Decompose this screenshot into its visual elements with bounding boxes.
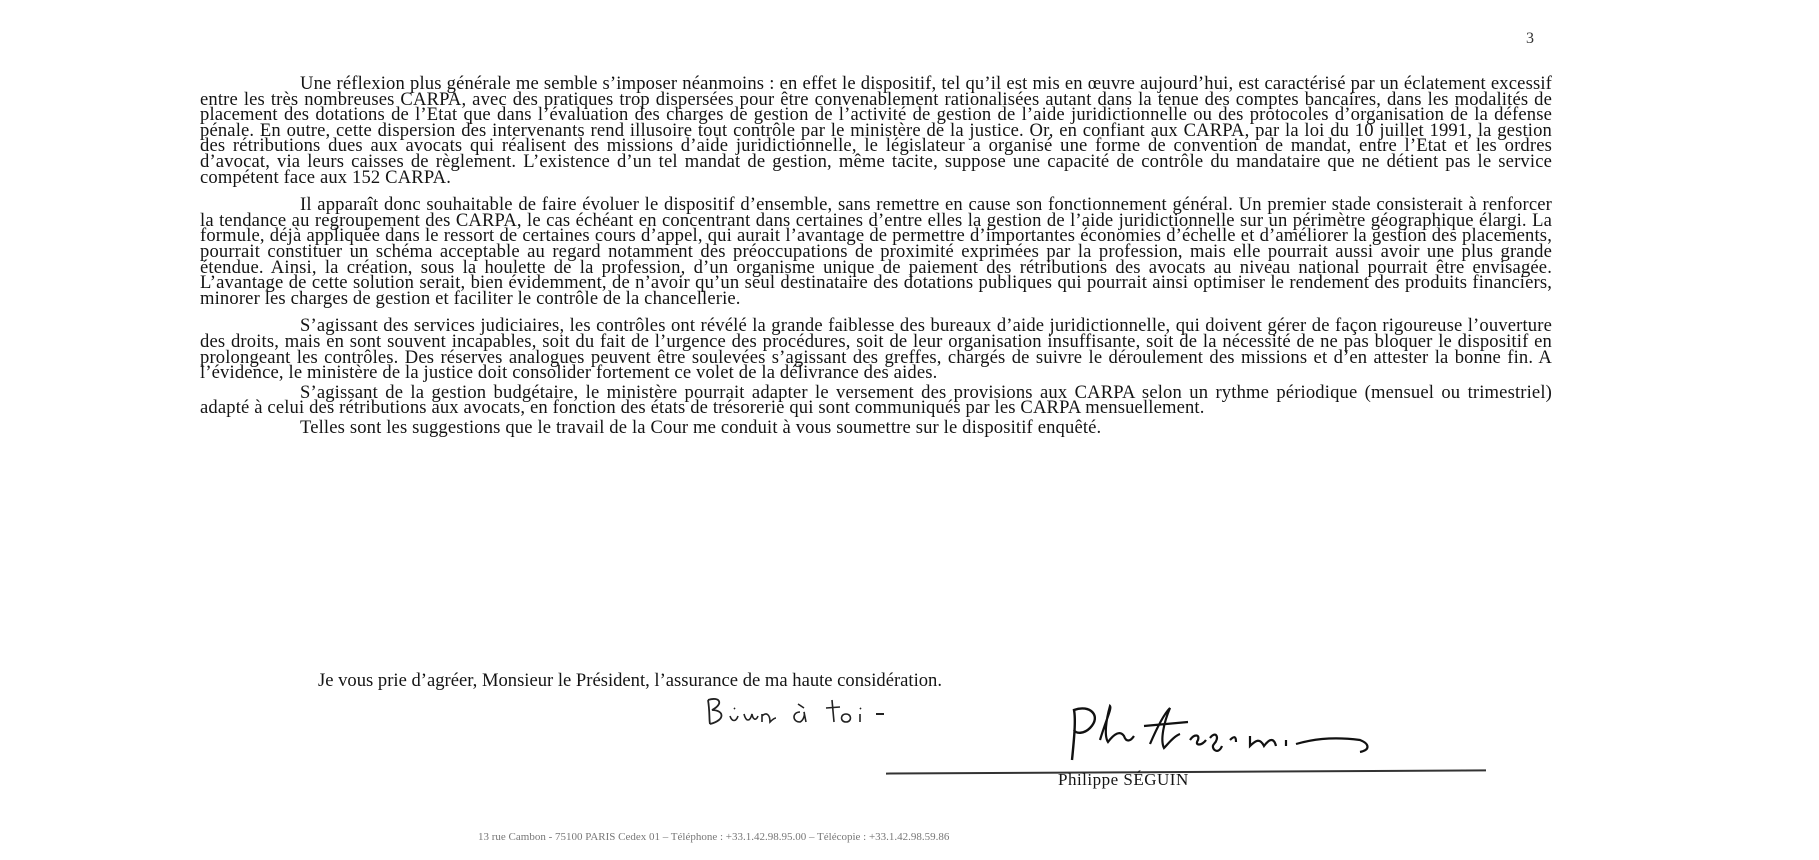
paragraph-1: Une réflexion plus générale me semble s’imposer néanmoins : en effet le dispositif, tel qu’il est mis en œuvre aujourd’hui, est caractérisé par un éclatement excessif entre les très nombreuses CARPA, avec des pratiques trop dispersées pour être convenablement rationalisées autant dans la tenue des comptes bancaires, dans les modalités de placement des dotations de l’Etat que dans l’évaluation des charges de gestion de l’activité de gestion de l’aide juridictionnelle ou des protocoles d’organisation de la défense pénale. En outre, cette dispersion des intervenants rend illusoire tout contrôle par le ministère de la justice. Or, en confiant aux CARPA, par la loi du 10 juillet 1991, la gestion des rétributions dues aux avocats qui réalisent des missions d’aide juridictionnelle, le législateur a organisé une forme de convention de mandat, entre l’Etat et les ordres d’avocat, via leurs caisses de règlement. L’existence d’un tel mandat de gestion, même tacite, suppose une capacité de contrôle du mandataire que ne détient pas le service compétent face aux 152 CARPA. (200, 73, 1552, 188)
paragraph-3: S’agissant des services judiciaires, les contrôles ont révélé la grande faiblesse des bureaux d’aide juridictionnelle, qui doivent gérer de façon rigoureuse l’ouverture des droits, mais en sont souvent incapables, soit du fait de l’urgence des procédures, soit de leur organisation insuffisante, soit de la nécessité de ne pas bloquer le dispositif en prolongeant les contrôles. Des réserves analogues peuvent être soulevées s’agissant des greffes, chargés de suivre le déroulement des missions et d’en attester la bonne fin. A l’évidence, le ministère de la justice doit consolider fortement ce volet de la délivrance des aides. (200, 315, 1552, 384)
handwritten-note (700, 690, 930, 732)
paragraph-5: Telles sont les suggestions que le travail de la Cour me conduit à vous soumettre sur le dispositif enquêté. (300, 416, 1102, 438)
letter-body (200, 73, 1552, 447)
paragraph-4: S’agissant de la gestion budgétaire, le ministère pourrait adapter le versement des provisions aux CARPA selon un rythme périodique (mensuel ou trimestriel) adapté à celui des rétributions aux avocats, en fonction des états de trésorerie qui sont communiqués par les CARPA mensuellement. (200, 381, 1552, 419)
signatory-name: Philippe SÉGUIN (1058, 770, 1189, 789)
paragraph-2: Il apparaît donc souhaitable de faire évoluer le dispositif d’ensemble, sans remettre en cause son fonctionnement général. Un premier stade consisterait à renforcer la tendance au regroupement des CARPA, le cas échéant en concentrant dans certaines d’entre elles la gestion de l’aide juridictionnelle sur un périmètre géographique élargi. La formule, déjà appliquée dans le ressort de certaines cours d’appel, qui aurait l’avantage de permettre d’importantes économies d’échelle et d’améliorer la gestion des placements, pourrait constituer un schéma acceptable au regard notamment des préoccupations de proximité exprimées par la profession, mais elle pourrait aussi avoir une plus grande étendue. Ainsi, la création, sous la houlette de la profession, d’un organisme unique de paiement des rétributions des avocats au niveau national pourrait être envisagée. L’avantage de cette solution serait, bien évidemment, de n’avoir qu’un seul destinataire des dotations publiques qui pourrait ainsi optimiser le rendement des produits financiers, minorer les charges de gestion et faciliter le contrôle de la chancellerie. (200, 194, 1552, 309)
closing-formula: Je vous prie d’agréer, Monsieur le Président, l’assurance de ma haute considération. (318, 670, 942, 691)
page-number: 3 (1526, 30, 1534, 47)
signature (1060, 700, 1390, 770)
footer-address: 13 rue Cambon - 75100 PARIS Cedex 01 – Téléphone : +33.1.42.98.95.00 – Télécopie : +33.1.42.98.59.86 (478, 831, 950, 843)
